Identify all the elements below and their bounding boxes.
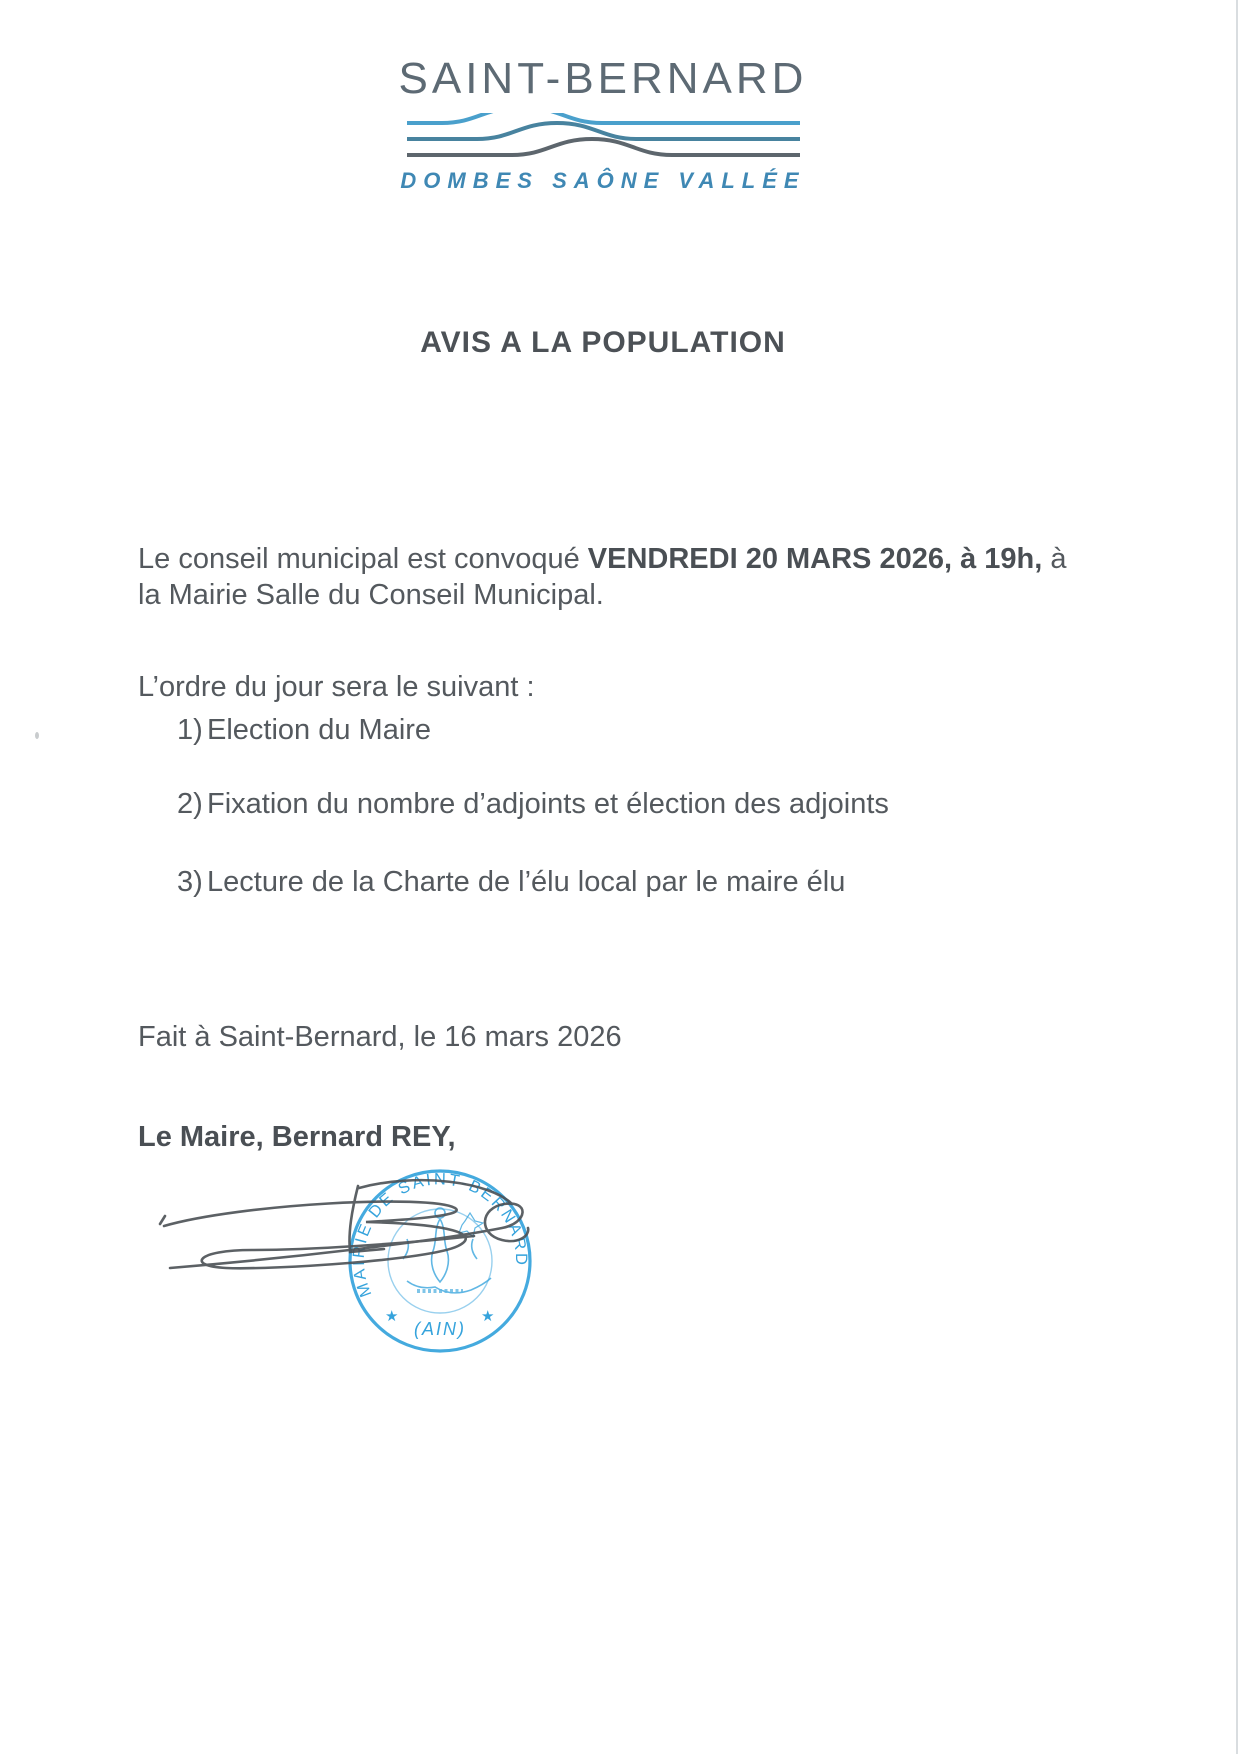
place-date-line: Fait à Saint-Bernard, le 16 mars 2026: [138, 1021, 622, 1053]
agenda-intro: L’ordre du jour sera le suivant :: [138, 671, 535, 703]
convocation-date-emphasis: VENDREDI 20 MARS 2026, à 19h,: [587, 543, 1043, 575]
mayor-signature: [150, 1178, 540, 1308]
agenda-item: [177, 786, 889, 822]
municipality-logo: [0, 54, 1206, 194]
agenda-item-text: Lecture de la Charte de l’élu local par le maire élu: [207, 866, 846, 898]
notice-title: AVIS A LA POPULATION: [420, 326, 786, 359]
agenda-item-marker: 3): [177, 866, 203, 898]
agenda-item-marker: 1): [177, 714, 203, 746]
agenda-item-text: Election du Maire: [207, 714, 432, 746]
scan-edge-artifact: [1236, 0, 1238, 1754]
convocation-prefix: Le conseil municipal est convoqué: [138, 543, 588, 575]
convocation-line2: la Mairie Salle du Conseil Municipal.: [138, 579, 604, 611]
convocation-suffix: à: [1042, 543, 1067, 575]
logo-name: SAINT-BERNARD: [398, 54, 808, 103]
stamp-department-text: (AIN): [414, 1319, 466, 1339]
stamp-ring-text: MAIRIE DE SAINT-BERNARD: [349, 1170, 531, 1300]
agenda-item-text: Fixation du nombre d’adjoints et élection des adjoints: [207, 788, 889, 820]
stamp-star-right: ★: [481, 1308, 495, 1325]
signatory-line: Le Maire, Bernard REY,: [138, 1121, 456, 1153]
agenda-item: [177, 864, 845, 900]
logo-waves-icon: [407, 113, 800, 165]
convocation-paragraph: [138, 541, 1118, 613]
scan-speck: [35, 732, 39, 739]
agenda-item: [177, 712, 431, 748]
logo-subtitle: DOMBES SAÔNE VALLÉE: [400, 168, 806, 193]
stamp-star-left: ★: [385, 1308, 399, 1325]
agenda-item-marker: 2): [177, 788, 203, 820]
